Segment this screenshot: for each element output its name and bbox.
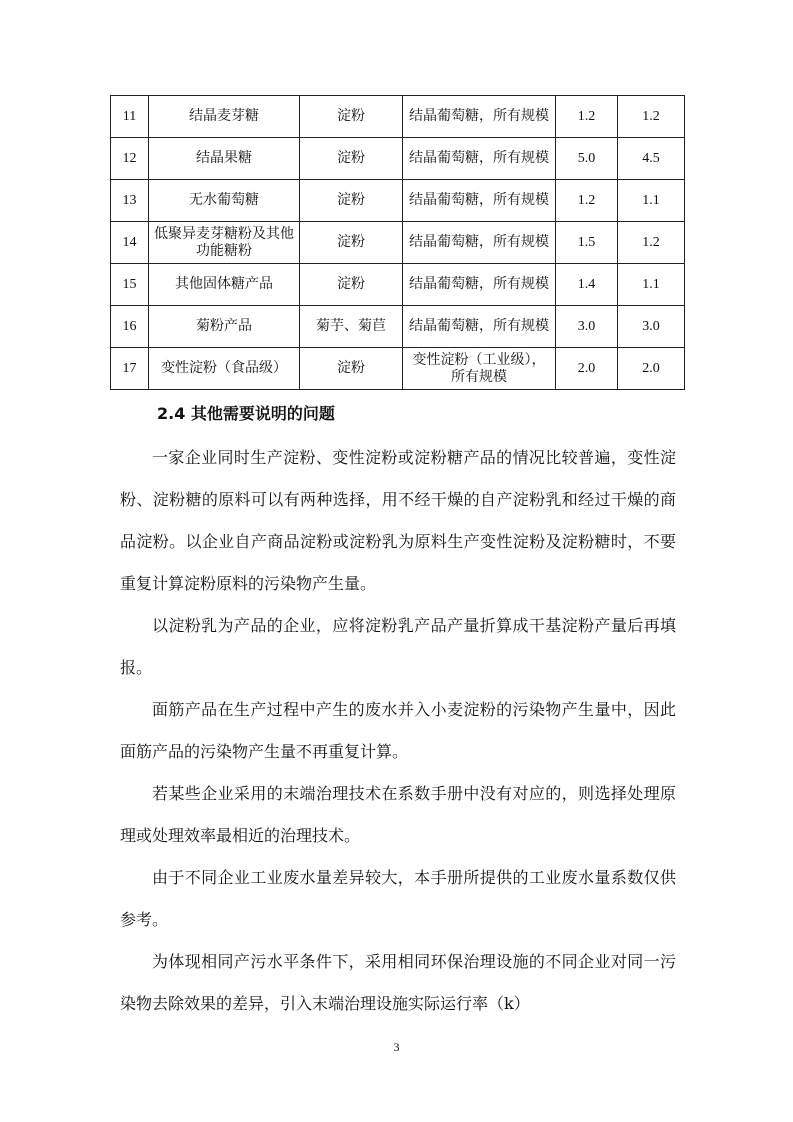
value-cell: 1.2: [556, 96, 618, 138]
process-cell: 结晶葡萄糖，所有规模: [403, 96, 556, 138]
product-cell: 无水葡萄糖: [149, 180, 300, 222]
table-row: [111, 222, 685, 264]
table-row: [111, 96, 685, 138]
row-number: 14: [111, 222, 149, 264]
paragraph: 由于不同企业工业废水量差异较大，本手册所提供的工业废水量系数仅供参考。: [120, 868, 676, 929]
row-number: 12: [111, 138, 149, 180]
material-cell: 淀粉: [300, 96, 403, 138]
process-cell: 结晶葡萄糖，所有规模: [403, 138, 556, 180]
value-cell: 3.0: [556, 306, 618, 348]
value-cell: 2.0: [618, 348, 685, 390]
product-cell: 变性淀粉（食品级）: [149, 348, 300, 390]
material-cell: 淀粉: [300, 138, 403, 180]
process-cell: 变性淀粉（工业级），所有规模: [403, 348, 556, 390]
process-cell: 结晶葡萄糖，所有规模: [403, 264, 556, 306]
body-text: [120, 437, 676, 1025]
value-cell: 1.1: [618, 264, 685, 306]
paragraph: 一家企业同时生产淀粉、变性淀粉或淀粉糖产品的情况比较普遍，变性淀粉、淀粉糖的原料可以有两种选择，用不经干燥的自产淀粉乳和经过干燥的商品淀粉。以企业自产商品淀粉或淀粉乳为原料生产变性淀粉及淀粉糖时，不要重复计算淀粉原料的污染物产生量。: [120, 448, 676, 593]
value-cell: 3.0: [618, 306, 685, 348]
value-cell: 1.2: [618, 222, 685, 264]
table-body: [111, 96, 685, 390]
material-cell: 淀粉: [300, 222, 403, 264]
product-cell: 其他固体糖产品: [149, 264, 300, 306]
value-cell: 1.5: [556, 222, 618, 264]
process-cell: 结晶葡萄糖，所有规模: [403, 306, 556, 348]
material-cell: 淀粉: [300, 180, 403, 222]
value-cell: 1.1: [618, 180, 685, 222]
paragraph: 以淀粉乳为产品的企业，应将淀粉乳产品产量折算成干基淀粉产量后再填报。: [120, 616, 676, 677]
row-number: 15: [111, 264, 149, 306]
value-cell: 5.0: [556, 138, 618, 180]
row-number: 13: [111, 180, 149, 222]
value-cell: 2.0: [556, 348, 618, 390]
value-cell: 1.4: [556, 264, 618, 306]
page-number: 3: [393, 1040, 400, 1054]
process-cell: 结晶葡萄糖，所有规模: [403, 222, 556, 264]
table-row: [111, 348, 685, 390]
value-cell: 1.2: [618, 96, 685, 138]
product-cell: 低聚异麦芽糖粉及其他功能糖粉: [149, 222, 300, 264]
table-row: [111, 180, 685, 222]
paragraph: 面筋产品在生产过程中产生的废水并入小麦淀粉的污染物产生量中，因此面筋产品的污染物产生量不再重复计算。: [120, 700, 676, 761]
coefficient-table: [110, 95, 685, 390]
table-row: [111, 138, 685, 180]
value-cell: 1.2: [556, 180, 618, 222]
material-cell: 淀粉: [300, 264, 403, 306]
value-cell: 4.5: [618, 138, 685, 180]
section-heading: 2.4 其他需要说明的问题: [157, 404, 335, 423]
product-cell: 结晶果糖: [149, 138, 300, 180]
product-cell: 结晶麦芽糖: [149, 96, 300, 138]
row-number: 17: [111, 348, 149, 390]
material-cell: 菊芋、菊苣: [300, 306, 403, 348]
row-number: 11: [111, 96, 149, 138]
row-number: 16: [111, 306, 149, 348]
paragraph: 为体现相同产污水平条件下，采用相同环保治理设施的不同企业对同一污染物去除效果的差异，引入末端治理设施实际运行率（k）: [120, 952, 676, 1013]
table-row: [111, 306, 685, 348]
product-cell: 菊粉产品: [149, 306, 300, 348]
table-row: [111, 264, 685, 306]
material-cell: 淀粉: [300, 348, 403, 390]
paragraph: 若某些企业采用的末端治理技术在系数手册中没有对应的，则选择处理原理或处理效率最相近的治理技术。: [120, 784, 676, 845]
process-cell: 结晶葡萄糖，所有规模: [403, 180, 556, 222]
